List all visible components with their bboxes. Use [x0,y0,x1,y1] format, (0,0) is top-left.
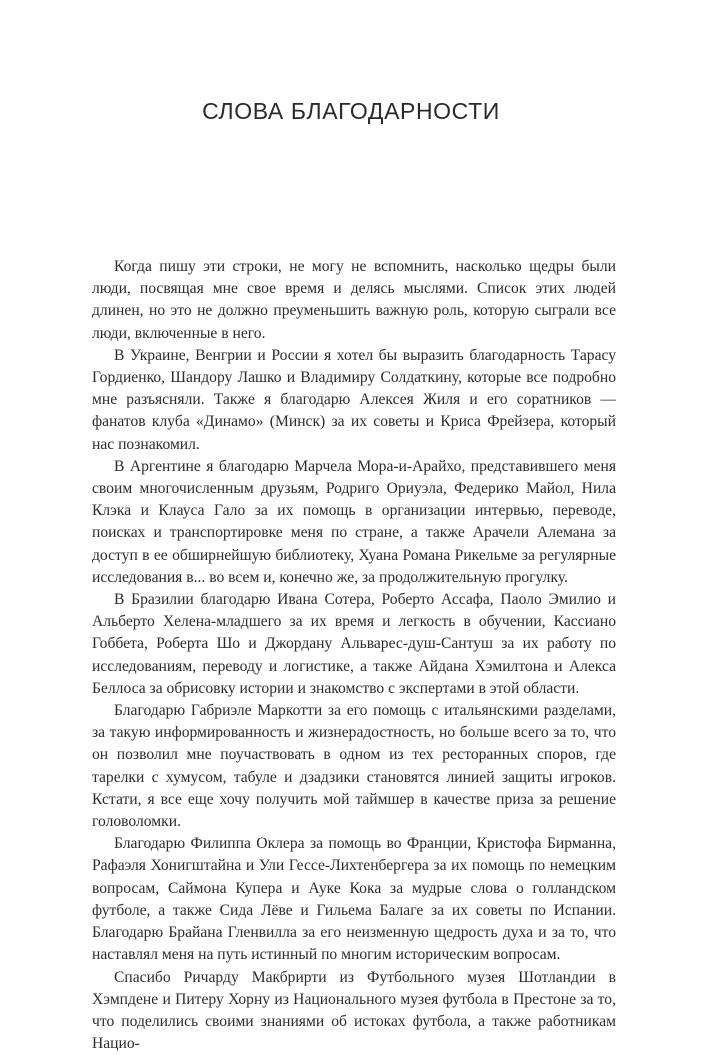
paragraph: Благодарю Габриэле Маркотти за его помощь с итальянскими разделами, за такую информированность и жизнерадостность, но больше всего за то, что он позволил мне поучаствовать в одном из тех ресторанных споров, где тарелки с хумусом, табуле и дзадзики становятся линией защиты игроков. Кстати, я все еще хочу получить мой таймшер в качестве приза за решение головоломки. [92,700,616,833]
paragraph: В Бразилии благодарю Ивана Сотера, Роберто Ассафа, Паоло Эмилио и Альберто Хелена-младшего за их время и легкость в обучении, Кассиано Гоббета, Роберта Шо и Джордану Альварес-душ-Сантуш за их работу по исследованиям, переводу и логистике, а также Айдана Хэмилтона и Алекса Беллоса за обрисовку истории и знакомство с экспертами в этой области. [92,589,616,700]
chapter-heading: СЛОВА БЛАГОДАРНОСТИ [0,98,702,125]
paragraph: В Аргентине я благодарю Марчела Мора-и-Арайхо, представившего меня своим многочисленным друзьям, Родриго Ориуэла, Федерико Майол, Нила Клэка и Клауса Гало за их помощь в организации интервью, переводе, поисках и транспортировке меня по стране, а также Арачели Алемана за доступ в ее обширнейшую библиотеку, Хуана Романа Рикельме за регулярные исследования в... во всем и, конечно же, за продолжительную прогулку. [92,456,616,589]
paragraph: Спасибо Ричарду Макбрирти из Футбольного музея Шотландии в Хэмпдене и Питеру Хорну из Национального музея футбола в Престоне за то, что поделились своими знаниями об истоках футбола, а также работникам Нацио- [92,967,616,1055]
paragraph: Благодарю Филиппа Оклера за помощь во Франции, Кристофа Бирманна, Рафаэля Хонигштайна и Ули Гессе-Лихтенбергера за их помощь по немецким вопросам, Саймона Купера и Ауке Кока за мудрые слова о голландском футболе, а также Сида Лёве и Гильема Балаге за их советы по Испании. Благодарю Брайана Гленвилла за его неизменную щедрость духа и за то, что наставлял меня на путь истинный по многим историческим вопросам. [92,833,616,966]
acknowledgements-body [92,256,616,1055]
paragraph: В Украине, Венгрии и России я хотел бы выразить благодарность Тарасу Гордиенко, Шандору Лашко и Владимиру Солдаткину, которые все подробно мне разъясняли. Также я благодарю Алексея Жиля и его соратников — фанатов клуба «Динамо» (Минск) за их советы и Криса Фрейзера, который нас познакомил. [92,345,616,456]
paragraph: Когда пишу эти строки, не могу не вспомнить, насколько щедры были люди, посвящая мне свое время и делясь мыслями. Список этих людей длинен, но это не должно преуменьшить важную роль, которую сыграли все люди, включенные в него. [92,256,616,345]
